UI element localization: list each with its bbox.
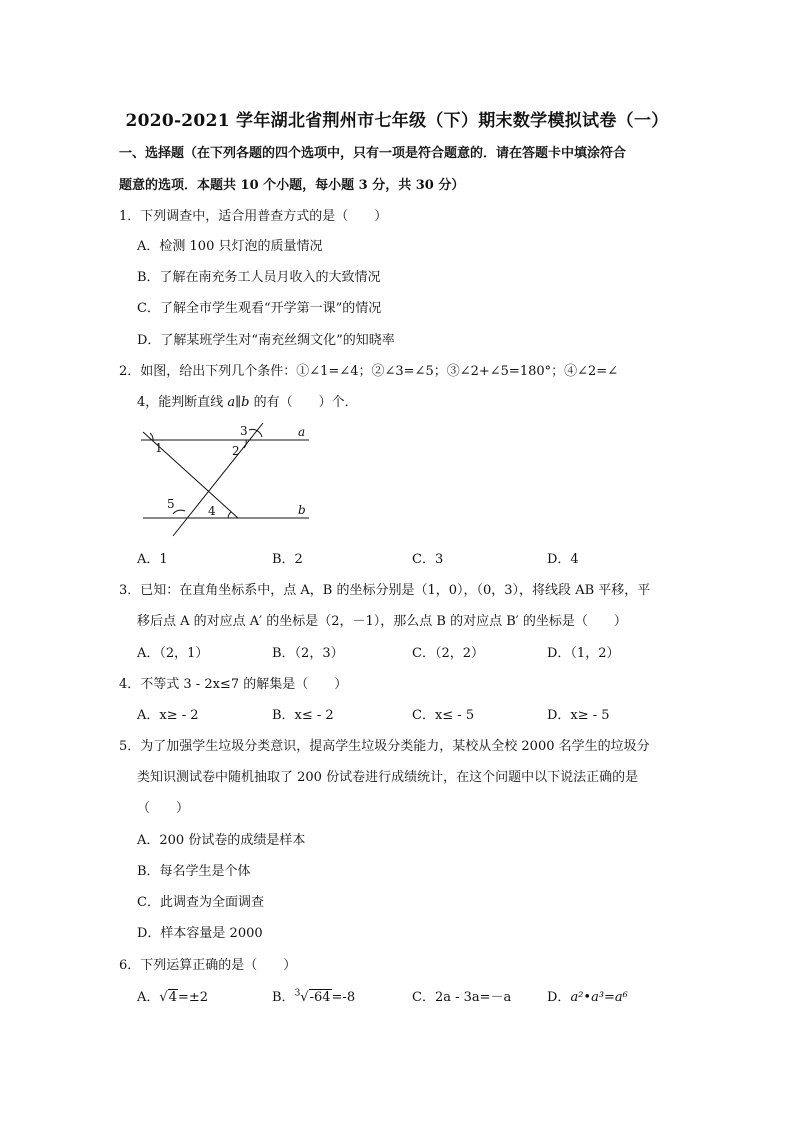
q1-option-a: A．检测 100 只灯泡的质量情况	[137, 239, 323, 254]
q2-stem-line2	[137, 394, 358, 412]
q6-option-c: C．2a - 3a=－a	[412, 990, 512, 1005]
q3-stem-line2: 移后点 A 的对应点 A′ 的坐标是（2，－1），那么点 B 的对应点 B′ 的坐标是（ ）	[137, 614, 627, 629]
q6-option-d	[547, 989, 628, 1007]
q6-stem: 6．下列运算正确的是（ ）	[119, 958, 297, 973]
q5-stem-line2: 类知识测试卷中随机抽取了 200 份试卷进行成绩统计，在这个问题中以下说法正确的是	[137, 770, 639, 785]
q2-option-d: D．4	[547, 552, 579, 567]
q3-option-a: A．（2，1）	[137, 646, 209, 661]
angle-label-1: 1	[155, 441, 163, 455]
q2-geometry-figure	[133, 418, 323, 542]
q3-option-d: D．（1，2）	[547, 646, 620, 661]
q2-stem-part1: 4，能判断直线	[137, 395, 228, 410]
q1-option-c: C．了解全市学生观看“开学第一课”的情况	[137, 301, 382, 316]
angle3-arc	[249, 429, 262, 437]
q4-option-c: C．x≤ - 5	[412, 708, 475, 723]
q3-option-c: C．（2，2）	[412, 646, 484, 661]
q2-stem-part2: 的有（ ）个．	[249, 395, 358, 410]
q6-d-expr: a²•a³=a⁶	[570, 990, 628, 1005]
q5-option-d: D．样本容量是 2000	[137, 926, 263, 941]
angle5-arc	[173, 510, 185, 514]
q2-stem-var: a∥b	[227, 395, 250, 410]
q6-b-prefix: B．	[272, 990, 295, 1005]
q6-option-a	[137, 989, 208, 1007]
angle2-arc	[244, 440, 246, 448]
q4-option-b: B．x≤ - 2	[272, 708, 334, 723]
q2-option-c: C．3	[412, 552, 444, 567]
q6-b-rest: =-8	[331, 990, 356, 1005]
angle-label-5: 5	[167, 497, 175, 511]
angle-label-2: 2	[232, 444, 240, 458]
q6-a-rest: =±2	[177, 990, 209, 1005]
q5-option-c: C．此调查为全面调查	[137, 895, 264, 910]
q3-stem-line1: 3．已知：在直角坐标系中，点 A，B 的坐标分别是（1，0），（0，3），将线段 AB 平移，平	[119, 583, 651, 598]
q6-a-radicand: 4	[168, 990, 177, 1005]
q5-option-a: A．200 份试卷的成绩是样本	[137, 833, 306, 848]
section-header-line2: 题意的选项．本题共 10 个小题，每小题 3 分，共 30 分）	[119, 178, 465, 193]
q6-a-prefix: A．	[137, 990, 160, 1005]
q6-option-b	[272, 989, 355, 1007]
q1-stem: 1．下列调查中，适合用普查方式的是（ ）	[119, 209, 388, 224]
q6-d-prefix: D．	[547, 990, 571, 1005]
q1-option-d: D．了解某班学生对“南充丝绸文化”的知晓率	[137, 333, 395, 348]
q6-b-radicand: -64	[309, 990, 331, 1005]
q3-option-b: B．（2，3）	[272, 646, 344, 661]
q5-stem-line3: （ ）	[137, 801, 190, 816]
q4-option-a: A．x≥ - 2	[137, 708, 199, 723]
q2-stem-line1: 2．如图，给出下列几个条件：①∠1=∠4；②∠3=∠5；③∠2+∠5=180°；④∠2=∠	[119, 364, 619, 379]
angle4-arc	[228, 512, 231, 518]
q2-option-b: B．2	[272, 552, 303, 567]
angle-label-3: 3	[240, 424, 248, 438]
sqrt-sign: √	[159, 990, 168, 1005]
q1-option-b: B．了解在南充务工人员月收入的大致情况	[137, 270, 381, 285]
q5-stem-line1: 5．为了加强学生垃圾分类意识，提高学生垃圾分类能力，某校从全校 2000 名学生的垃圾分	[119, 739, 650, 754]
angle-label-4: 4	[208, 504, 216, 518]
section-header-line1: 一、选择题（在下列各题的四个选项中，只有一项是符合题意的．请在答题卡中填涂符合	[119, 146, 627, 161]
q5-option-b: B．每名学生是个体	[137, 864, 251, 879]
cube-root-sign: √	[300, 990, 309, 1005]
q4-option-d: D．x≥ - 5	[547, 708, 610, 723]
q6-b-root-index: 3	[294, 988, 301, 999]
line-a-label: a	[298, 425, 306, 439]
q2-option-a: A．1	[137, 552, 168, 567]
line-b-label: b	[298, 503, 306, 517]
page-title: 2020-2021 学年湖北省荆州市七年级（下）期末数学模拟试卷（一）	[125, 111, 669, 131]
q4-stem: 4．不等式 3 - 2x≤7 的解集是（ ）	[119, 677, 348, 692]
